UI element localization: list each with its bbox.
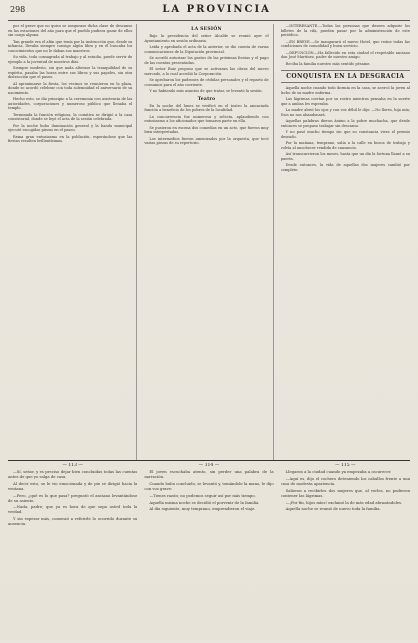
paragraph: Su vida, toda consagrada al trabajo y al estudio, puede servir de ejemplo a la juventud de nuestros días. — [8, 55, 133, 64]
paragraph: Por la mañana, temprano, salía a la calle en busca de trabajo y volvía al anochecer rendida de cansancio. — [280, 141, 410, 150]
paragraph: La concurrencia fue numerosa y selecta, aplaudiendo con entusiasmo a los aficionados que tomaron parte en ella. — [144, 114, 269, 123]
paragraph: —Nada, padre; que ya es hora de que sepa usted toda la verdad. — [8, 504, 138, 515]
paragraph: por el grave que no quiso se asegurase dicha clase de descanso en las estaciones del año para que el pueblo pudiera gozar de ellos sin carga alguna. — [8, 24, 133, 37]
paragraph: Aquella noche se reunió de nuevo toda la familia. — [285, 506, 381, 512]
paragraph: Aquella noche cuando todo dormía en la casa, se acercó la joven al lecho de su madre enferma. — [280, 86, 410, 95]
column-2 — [144, 24, 273, 460]
paragraph: Las lágrimas corrían por su rostro mientras pensaba en la suerte que a ambas les esperaba. — [280, 97, 410, 106]
paragraph: Se aprobaron los padrones de cédulas personales y el reparto de consumos para el año corriente. — [144, 78, 269, 87]
paragraph: Al aproximarse la fiesta, los vecinos se reunieron en la plaza, donde se acordó celebrar con toda solemnidad el aniversario de su nacimiento. — [8, 81, 133, 95]
paragraph: —INTERESANTE.—Todas las personas que deseen adquirir los billetes de la rifa, pueden pasar por la administración de este periódico. — [280, 24, 410, 37]
folletin-column-1 — [8, 463, 137, 643]
folletin-page-number: — 113 — — [62, 463, 83, 468]
article-columns — [8, 24, 410, 460]
paragraph: Hecho esto, se dio principio a la ceremonia con asistencia de las autoridades, corporaciones y numeroso público que llenaba el templo. — [8, 97, 133, 110]
paragraph: —Tienes razón; no podemos seguir así por más tiempo. — [149, 492, 256, 498]
paragraph: Y sin esperar más, comenzó a referirle lo ocurrido durante su ausencia. — [8, 516, 138, 527]
column-3 — [281, 24, 410, 460]
paragraph: Bajo la presidencia del señor Alcalde se reunió ayer el Ayuntamiento en sesión ordinaria. — [144, 34, 269, 43]
paragraph: El joven escuchaba atento, sin perder una palabra de la narración. — [144, 469, 274, 479]
paragraph: Llegaron a la ciudad cuando ya empezaba a oscurecer. — [285, 469, 392, 474]
paragraph: Reciba la familia nuestro más sentido pésame. — [285, 61, 371, 66]
paragraph: Reina gran entusiasmo en la población, esperándose que las fiestas resulten brillantísimas. — [8, 134, 133, 143]
paragraph: Se acordó autorizar los gastos de las próximas fiestas y el pago de las cuentas presentadas. — [144, 56, 269, 65]
page-number: 298 — [10, 5, 26, 14]
paragraph: —¡Por fin, hijos míos! exclamó la de más edad abrazándoles. — [285, 499, 403, 505]
page-header — [8, 4, 410, 21]
paragraph: —Sí, señor, y es preciso dejar bien concluidas todas las cuentas antes de que yo salga de casa. — [8, 469, 138, 479]
paragraph: Terminada la función religiosa, la comitiva se dirigió a la casa consistorial, donde se leyó el acta de la sesión celebrada. — [8, 112, 133, 121]
paragraph: Tan grande era el afán que tenía por la instrucción que, desde su infancia, llevaba siempre consigo algún libro y en él buscaba los conocimientos que no le daban sus maestros. — [8, 39, 133, 53]
paragraph: Siempre modesto, sin que nada alterase la tranquilidad de su espíritu, pasaba las horas entre sus libros y sus papeles, sin otra distracción que el paseo. — [8, 66, 133, 79]
paragraph: Por la noche hubo iluminación general y la banda municipal ejecutó escogidas piezas en el paseo. — [8, 123, 133, 132]
article-heading: CONQUISTA EN LA DESGRACIA — [281, 70, 410, 83]
paragraph: —Aquí es, dijo el cochero deteniendo los caballos frente a una casa de modesta apariencia. — [280, 475, 410, 486]
paragraph: Se pusieron en escena dos comedias en un acto, que fueron muy bien interpretadas. — [144, 125, 269, 134]
paragraph: El señor Ruiz propuso que se activaran las obras del nuevo mercado, a lo cual accedió la Corporación. — [144, 67, 269, 76]
paragraph: En la noche del lunes se verificó en el teatro la anunciada función a beneficio de los pobres de la localidad. — [144, 103, 269, 112]
paragraph: Aquella misma noche se decidió el porvenir de la familia. — [149, 499, 260, 505]
paragraph: Al día siguiente, muy temprano, emprendieron el viaje. — [149, 506, 256, 512]
folletin-column-2 — [144, 463, 273, 643]
paragraph: —EN BREVE.—Se inaugurará el nuevo Hotel, que reúne todas las condiciones de comodidad y buen servicio. — [280, 39, 410, 48]
paragraph: —DEFUNCIÓN.—Ha fallecido en esta ciudad el respetable anciano don José Martínez, padre de nuestro amigo. — [280, 50, 410, 59]
paragraph: Leída y aprobada el acta de la anterior, se dio cuenta de varias comunicaciones de la Diputación provincial. — [144, 45, 269, 54]
paragraph: Aquellas palabras dieron ánimo a la pobre muchacha, que desde entonces se propuso trabajar sin descanso. — [280, 119, 410, 128]
paragraph: Y no pasó mucho tiempo sin que su constancia viera el premio deseado. — [280, 130, 410, 139]
folletin-page-number: — 115 — — [335, 463, 356, 468]
folletin-column-3 — [281, 463, 410, 643]
section-heading: Teatro — [197, 96, 216, 102]
folletin-section — [8, 463, 410, 643]
paragraph: —Pero, ¿qué es lo que pasa? preguntó el anciano levantándose de su asiento. — [8, 492, 138, 503]
section-heading: LA SESIÓN — [191, 27, 222, 32]
masthead: LA PROVINCIA — [162, 4, 271, 15]
paragraph: Cuando hubo concluido, se levantó y, tomándole la mano, le dijo con voz grave: — [144, 480, 274, 491]
folletin-divider — [8, 460, 410, 461]
paragraph: La madre abrió los ojos y con voz débil le dijo: —No llores, hija mía; Dios no nos abandonará. — [280, 108, 410, 117]
paragraph: Salieron a recibirles dos mujeres que, al verles, no pudieron contener las lágrimas. — [280, 487, 410, 498]
folletin-page-number: — 114 — — [198, 463, 220, 468]
paragraph: Y no habiendo más asuntos de que tratar, se levantó la sesión. — [149, 89, 263, 93]
paragraph: Al decir esto, se le vio emocionada y de pie se dirigió hacia la ventana. — [8, 480, 138, 491]
paragraph: Desde entonces, la vida de aquellas dos mujeres cambió por completo. — [280, 163, 410, 172]
paragraph: Así transcurrieron los meses, hasta que un día la fortuna llamó a su puerta. — [280, 152, 410, 161]
paragraph: Los intermedios fueron amenizados por la orquesta, que tocó varias piezas de su repertorio. — [144, 136, 269, 145]
column-1 — [8, 24, 137, 460]
